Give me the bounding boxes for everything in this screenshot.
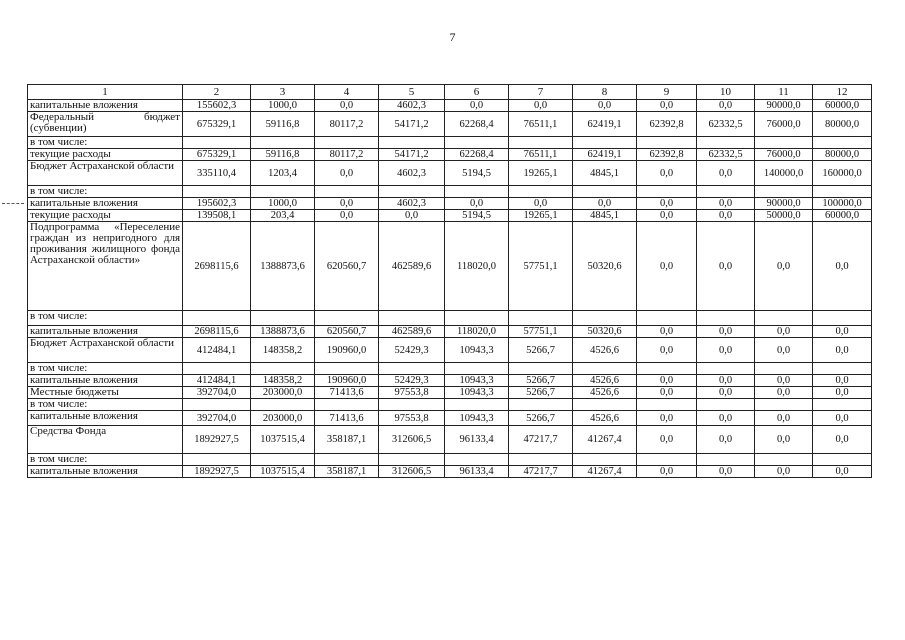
- table-cell: 80000,0: [813, 149, 872, 161]
- table-cell: 59116,8: [251, 149, 315, 161]
- budget-table: [27, 84, 872, 478]
- table-cell: 47217,7: [509, 466, 573, 478]
- table-cell: 1000,0: [251, 100, 315, 112]
- margin-mark: [2, 203, 24, 204]
- table-cell: 60000,0: [813, 210, 872, 222]
- table-cell: 0,0: [637, 210, 697, 222]
- row-label: в том числе:: [28, 137, 183, 149]
- row-label: в том числе:: [28, 311, 183, 326]
- table-cell: [813, 311, 872, 326]
- table-cell: 10943,3: [445, 411, 509, 426]
- table-cell: [251, 186, 315, 198]
- table-cell: 0,0: [755, 466, 813, 478]
- table-cell: 62332,5: [697, 149, 755, 161]
- row-label: капитальные вложения: [28, 411, 183, 426]
- table-cell: 0,0: [755, 375, 813, 387]
- table-cell: 0,0: [637, 426, 697, 454]
- table-cell: 4845,1: [573, 210, 637, 222]
- row-label: Местные бюджеты: [28, 387, 183, 399]
- table-cell: 5194,5: [445, 161, 509, 186]
- table-cell: [573, 186, 637, 198]
- table-cell: [315, 363, 379, 375]
- table-row: [28, 186, 872, 198]
- table-cell: [445, 399, 509, 411]
- table-cell: [509, 186, 573, 198]
- table-cell: [379, 186, 445, 198]
- table-cell: 62268,4: [445, 149, 509, 161]
- column-header: 1: [28, 85, 183, 100]
- table-cell: [379, 399, 445, 411]
- table-cell: 4526,6: [573, 338, 637, 363]
- table-cell: 0,0: [637, 338, 697, 363]
- table-cell: 4602,3: [379, 161, 445, 186]
- table-cell: 0,0: [813, 222, 872, 311]
- table-row: [28, 399, 872, 411]
- table-cell: 62332,5: [697, 112, 755, 137]
- table-cell: 0,0: [755, 338, 813, 363]
- table-row: [28, 100, 872, 112]
- column-header: 2: [183, 85, 251, 100]
- table-cell: 4526,6: [573, 375, 637, 387]
- table-cell: 160000,0: [813, 161, 872, 186]
- table-cell: 41267,4: [573, 426, 637, 454]
- table-cell: [183, 186, 251, 198]
- table-cell: 0,0: [697, 326, 755, 338]
- table-cell: 0,0: [637, 411, 697, 426]
- table-cell: [183, 363, 251, 375]
- table-row: [28, 466, 872, 478]
- table-cell: 0,0: [697, 100, 755, 112]
- table-cell: 0,0: [637, 326, 697, 338]
- column-header: 4: [315, 85, 379, 100]
- table-cell: 0,0: [637, 387, 697, 399]
- table-cell: 71413,6: [315, 387, 379, 399]
- table-cell: 0,0: [813, 387, 872, 399]
- row-label: Подпрограмма «Переселение граждан из непригодного для проживания жилищного фонда Астраханской области»: [28, 222, 183, 311]
- table-cell: [379, 137, 445, 149]
- table-cell: 0,0: [697, 338, 755, 363]
- table-cell: [637, 311, 697, 326]
- table-cell: 0,0: [755, 426, 813, 454]
- table-cell: 675329,1: [183, 149, 251, 161]
- table-cell: [183, 137, 251, 149]
- table-cell: 139508,1: [183, 210, 251, 222]
- table-cell: 90000,0: [755, 100, 813, 112]
- table-cell: [813, 454, 872, 466]
- table-cell: [251, 363, 315, 375]
- table-cell: [697, 311, 755, 326]
- table-cell: 80117,2: [315, 112, 379, 137]
- row-label: в том числе:: [28, 363, 183, 375]
- table-cell: 1388873,6: [251, 222, 315, 311]
- table-cell: [637, 363, 697, 375]
- table-cell: 0,0: [697, 198, 755, 210]
- table-cell: [379, 311, 445, 326]
- table-cell: [315, 186, 379, 198]
- table-row: [28, 112, 872, 137]
- table-cell: 57751,1: [509, 326, 573, 338]
- table-cell: 80000,0: [813, 112, 872, 137]
- table-cell: [697, 186, 755, 198]
- table-cell: 4526,6: [573, 411, 637, 426]
- table-row: [28, 363, 872, 375]
- table-row: [28, 338, 872, 363]
- table-cell: 620560,7: [315, 326, 379, 338]
- table-cell: 0,0: [573, 100, 637, 112]
- table-body: [28, 100, 872, 478]
- row-label: в том числе:: [28, 186, 183, 198]
- table-row: [28, 137, 872, 149]
- header-row: [28, 85, 872, 100]
- table-cell: [813, 399, 872, 411]
- table-cell: 19265,1: [509, 161, 573, 186]
- table-cell: 62419,1: [573, 149, 637, 161]
- column-header: 3: [251, 85, 315, 100]
- table-row: [28, 426, 872, 454]
- table-row: [28, 198, 872, 210]
- column-header: 6: [445, 85, 509, 100]
- table-cell: [637, 186, 697, 198]
- row-label: текущие расходы: [28, 149, 183, 161]
- row-label: текущие расходы: [28, 210, 183, 222]
- table-cell: [445, 186, 509, 198]
- table-cell: 50320,6: [573, 326, 637, 338]
- table-cell: 96133,4: [445, 466, 509, 478]
- table-cell: 10943,3: [445, 375, 509, 387]
- table-cell: 5194,5: [445, 210, 509, 222]
- table-cell: [251, 311, 315, 326]
- table-row: [28, 326, 872, 338]
- table-cell: 358187,1: [315, 426, 379, 454]
- table-cell: [755, 137, 813, 149]
- row-label: Бюджет Астраханской области: [28, 338, 183, 363]
- table-cell: 0,0: [697, 210, 755, 222]
- table-cell: 412484,1: [183, 375, 251, 387]
- row-label: капитальные вложения: [28, 375, 183, 387]
- row-label: Средства Фонда: [28, 426, 183, 454]
- table-cell: [445, 137, 509, 149]
- table-row: [28, 222, 872, 311]
- table-cell: [637, 454, 697, 466]
- table-cell: 0,0: [379, 210, 445, 222]
- table-cell: 0,0: [697, 411, 755, 426]
- row-label: Бюджет Астраханской области: [28, 161, 183, 186]
- table-cell: 0,0: [637, 198, 697, 210]
- table-row: [28, 149, 872, 161]
- page-number: 7: [449, 30, 456, 44]
- table-cell: 90000,0: [755, 198, 813, 210]
- table-cell: [509, 399, 573, 411]
- table-cell: [573, 399, 637, 411]
- table-cell: 97553,8: [379, 411, 445, 426]
- table-cell: 118020,0: [445, 326, 509, 338]
- table-cell: 0,0: [697, 426, 755, 454]
- table-cell: 4845,1: [573, 161, 637, 186]
- table-cell: 0,0: [697, 387, 755, 399]
- table-cell: 96133,4: [445, 426, 509, 454]
- table-cell: 0,0: [315, 161, 379, 186]
- table-cell: 0,0: [697, 375, 755, 387]
- table-cell: 675329,1: [183, 112, 251, 137]
- table-cell: [637, 137, 697, 149]
- column-header: 7: [509, 85, 573, 100]
- table-cell: 54171,2: [379, 149, 445, 161]
- row-label: в том числе:: [28, 399, 183, 411]
- table-cell: 0,0: [755, 411, 813, 426]
- table-cell: [315, 399, 379, 411]
- row-label: в том числе:: [28, 454, 183, 466]
- table-cell: [637, 399, 697, 411]
- row-label: капитальные вложения: [28, 326, 183, 338]
- table-cell: 0,0: [315, 198, 379, 210]
- table-cell: [379, 363, 445, 375]
- table-cell: 1203,4: [251, 161, 315, 186]
- table-cell: 0,0: [315, 100, 379, 112]
- row-label: капитальные вложения: [28, 466, 183, 478]
- table-cell: 4602,3: [379, 198, 445, 210]
- table-cell: 0,0: [315, 210, 379, 222]
- table-cell: 0,0: [445, 100, 509, 112]
- table-cell: 0,0: [637, 100, 697, 112]
- table-cell: 0,0: [509, 198, 573, 210]
- table-cell: [183, 311, 251, 326]
- table-cell: 59116,8: [251, 112, 315, 137]
- table-cell: [755, 363, 813, 375]
- table-cell: 0,0: [755, 387, 813, 399]
- table-cell: [445, 363, 509, 375]
- table-row: [28, 311, 872, 326]
- table-cell: 0,0: [509, 100, 573, 112]
- table-cell: [697, 363, 755, 375]
- table-cell: 0,0: [813, 326, 872, 338]
- table-cell: 0,0: [697, 222, 755, 311]
- table-cell: 312606,5: [379, 426, 445, 454]
- table-cell: [315, 454, 379, 466]
- table-cell: 10943,3: [445, 338, 509, 363]
- table-row: [28, 411, 872, 426]
- table-cell: 2698115,6: [183, 326, 251, 338]
- table-cell: [509, 363, 573, 375]
- table-cell: 76511,1: [509, 112, 573, 137]
- table-cell: 1000,0: [251, 198, 315, 210]
- table-cell: [697, 399, 755, 411]
- table-cell: 0,0: [697, 161, 755, 186]
- table-cell: 62392,8: [637, 112, 697, 137]
- table-cell: 620560,7: [315, 222, 379, 311]
- table-cell: 41267,4: [573, 466, 637, 478]
- table-cell: 203000,0: [251, 387, 315, 399]
- table-cell: [445, 454, 509, 466]
- column-header: 8: [573, 85, 637, 100]
- table-cell: 0,0: [445, 198, 509, 210]
- table-cell: 62419,1: [573, 112, 637, 137]
- table-cell: [697, 454, 755, 466]
- column-header: 11: [755, 85, 813, 100]
- table-cell: 54171,2: [379, 112, 445, 137]
- table-cell: 62268,4: [445, 112, 509, 137]
- table-cell: 190960,0: [315, 338, 379, 363]
- table-cell: 97553,8: [379, 387, 445, 399]
- table-cell: 0,0: [813, 466, 872, 478]
- table-cell: 203000,0: [251, 411, 315, 426]
- table-cell: [813, 363, 872, 375]
- table-cell: 312606,5: [379, 466, 445, 478]
- table-cell: 155602,3: [183, 100, 251, 112]
- table-cell: 0,0: [813, 411, 872, 426]
- table-cell: [251, 454, 315, 466]
- table-cell: 100000,0: [813, 198, 872, 210]
- table-cell: 71413,6: [315, 411, 379, 426]
- table-cell: 1037515,4: [251, 426, 315, 454]
- table-cell: [315, 311, 379, 326]
- table-cell: 76000,0: [755, 149, 813, 161]
- row-label: капитальные вложения: [28, 198, 183, 210]
- table-cell: 50000,0: [755, 210, 813, 222]
- table-cell: 462589,6: [379, 222, 445, 311]
- table-cell: 52429,3: [379, 375, 445, 387]
- table-cell: 0,0: [573, 198, 637, 210]
- table-cell: 10943,3: [445, 387, 509, 399]
- table-cell: 52429,3: [379, 338, 445, 363]
- table-cell: 392704,0: [183, 411, 251, 426]
- table-cell: [697, 137, 755, 149]
- table-cell: 412484,1: [183, 338, 251, 363]
- table-cell: [573, 454, 637, 466]
- table-cell: [573, 311, 637, 326]
- table-cell: 76000,0: [755, 112, 813, 137]
- table-cell: 392704,0: [183, 387, 251, 399]
- column-header: 12: [813, 85, 872, 100]
- table-cell: 462589,6: [379, 326, 445, 338]
- table-cell: 5266,7: [509, 375, 573, 387]
- table-cell: 4602,3: [379, 100, 445, 112]
- row-label: капитальные вложения: [28, 100, 183, 112]
- table-cell: 50320,6: [573, 222, 637, 311]
- table-cell: 62392,8: [637, 149, 697, 161]
- table-cell: [813, 186, 872, 198]
- column-header: 9: [637, 85, 697, 100]
- table-cell: [315, 137, 379, 149]
- table-cell: [573, 363, 637, 375]
- table-cell: 358187,1: [315, 466, 379, 478]
- table-row: [28, 161, 872, 186]
- column-header: 5: [379, 85, 445, 100]
- table-cell: 4526,6: [573, 387, 637, 399]
- table-cell: [509, 137, 573, 149]
- table-cell: [755, 311, 813, 326]
- table-cell: 140000,0: [755, 161, 813, 186]
- table-cell: 2698115,6: [183, 222, 251, 311]
- table-cell: 0,0: [755, 222, 813, 311]
- table-cell: 80117,2: [315, 149, 379, 161]
- table-cell: 0,0: [637, 161, 697, 186]
- table-cell: [445, 311, 509, 326]
- table-row: [28, 454, 872, 466]
- table-cell: 1892927,5: [183, 466, 251, 478]
- table-cell: 0,0: [813, 338, 872, 363]
- table-cell: 118020,0: [445, 222, 509, 311]
- table-cell: 0,0: [813, 426, 872, 454]
- table-cell: [755, 454, 813, 466]
- table-cell: [251, 137, 315, 149]
- table-cell: [251, 399, 315, 411]
- table-cell: 5266,7: [509, 338, 573, 363]
- table-cell: 203,4: [251, 210, 315, 222]
- table-cell: 0,0: [813, 375, 872, 387]
- table-cell: [755, 399, 813, 411]
- row-label: Федеральный бюджет (субвенции): [28, 112, 183, 137]
- table-row: [28, 387, 872, 399]
- table-cell: [813, 137, 872, 149]
- table-row: [28, 210, 872, 222]
- table-cell: [509, 454, 573, 466]
- table-cell: 148358,2: [251, 338, 315, 363]
- table-cell: [183, 399, 251, 411]
- table-cell: 5266,7: [509, 411, 573, 426]
- table-cell: 0,0: [697, 466, 755, 478]
- table-cell: 1037515,4: [251, 466, 315, 478]
- table-cell: [379, 454, 445, 466]
- table-cell: 0,0: [637, 222, 697, 311]
- table-cell: [755, 186, 813, 198]
- table-cell: 195602,3: [183, 198, 251, 210]
- table-row: [28, 375, 872, 387]
- table-cell: 1388873,6: [251, 326, 315, 338]
- table-cell: [183, 454, 251, 466]
- table-cell: 148358,2: [251, 375, 315, 387]
- column-header: 10: [697, 85, 755, 100]
- table-cell: 0,0: [637, 466, 697, 478]
- table-cell: 76511,1: [509, 149, 573, 161]
- table-cell: 0,0: [755, 326, 813, 338]
- table-cell: 0,0: [637, 375, 697, 387]
- table-cell: 1892927,5: [183, 426, 251, 454]
- table-cell: 190960,0: [315, 375, 379, 387]
- table-cell: 335110,4: [183, 161, 251, 186]
- table-cell: 47217,7: [509, 426, 573, 454]
- table-cell: [509, 311, 573, 326]
- table-cell: 60000,0: [813, 100, 872, 112]
- table-cell: 5266,7: [509, 387, 573, 399]
- table-cell: 57751,1: [509, 222, 573, 311]
- table-cell: [573, 137, 637, 149]
- table-cell: 19265,1: [509, 210, 573, 222]
